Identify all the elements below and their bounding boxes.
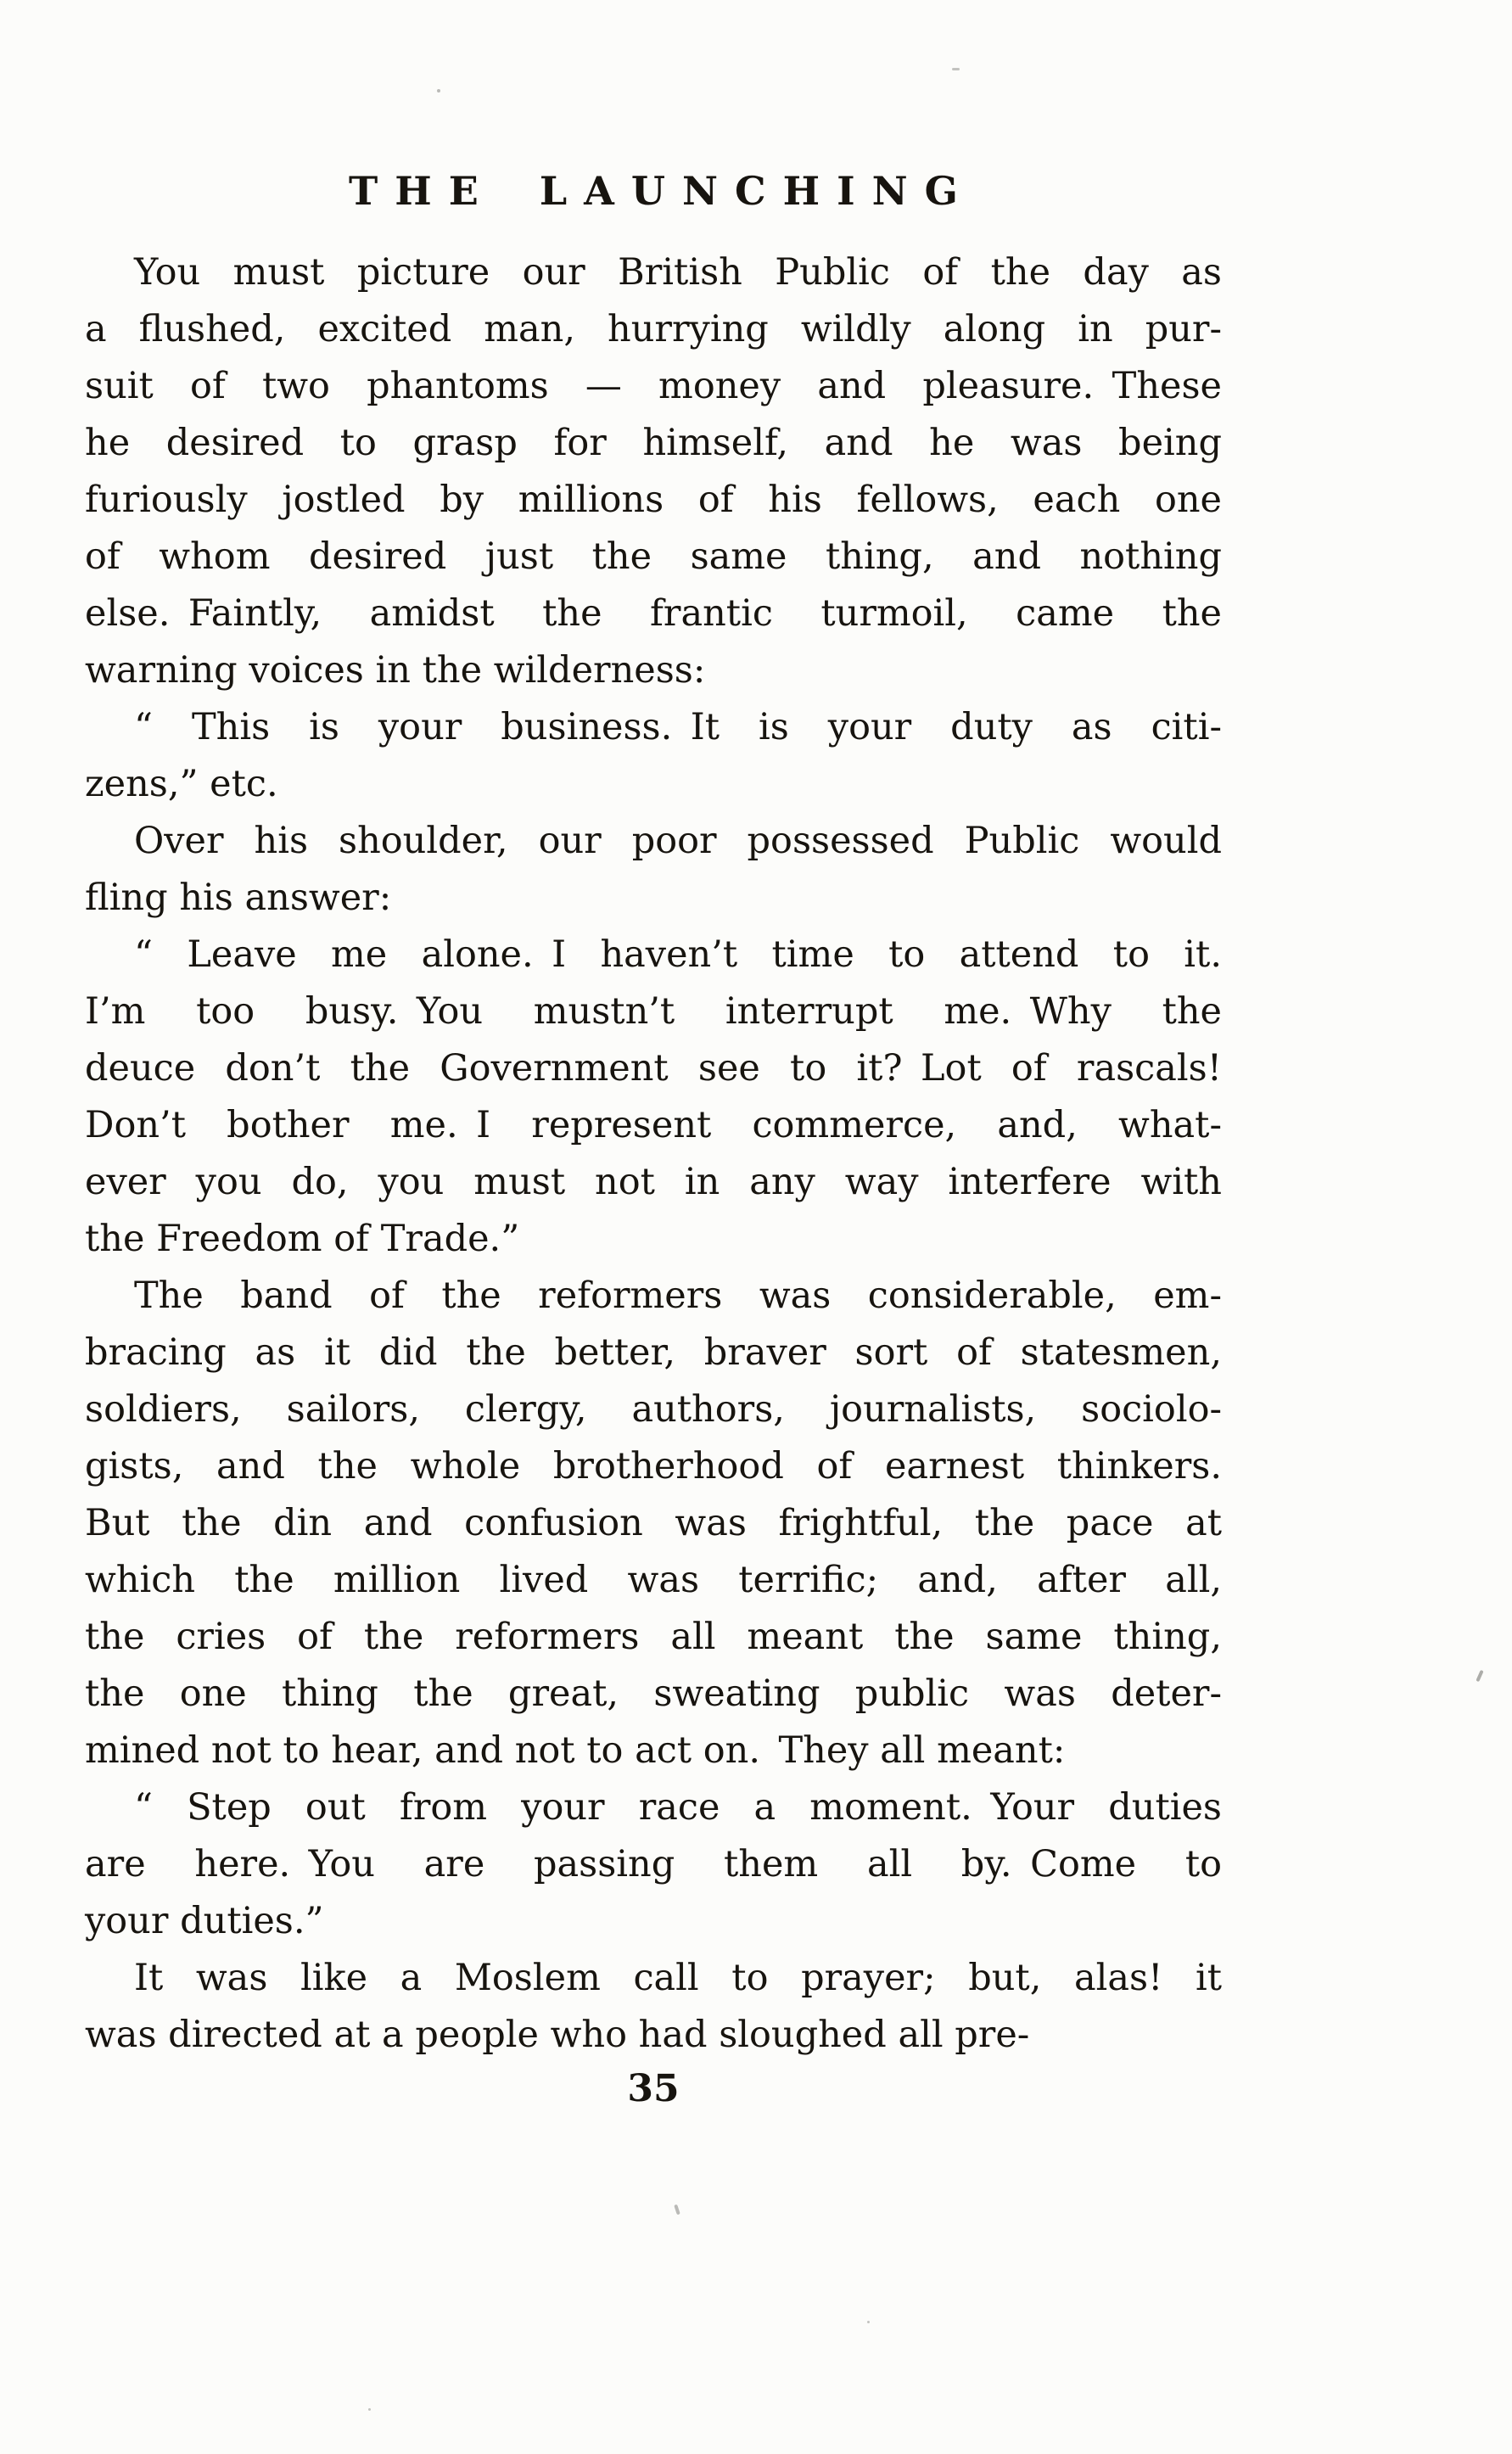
text-line: deuce don’t the Government see to it? Lot of rascals! xyxy=(85,1047,1222,1090)
text-line: fling his answer: xyxy=(85,877,392,919)
text-line: You must picture our British Public of the day as xyxy=(134,251,1222,294)
paragraph xyxy=(85,1268,1222,1779)
paragraph xyxy=(85,927,1222,1268)
text-line: The band of the reformers was considerable, em- xyxy=(134,1275,1222,1317)
text-line: of whom desired just the same thing, and nothing xyxy=(85,535,1222,578)
scan-speck xyxy=(674,2205,680,2216)
text-line: are here. You are passing them all by. Come to xyxy=(85,1843,1222,1885)
text-line: bracing as it did the better, braver sort of statesmen, xyxy=(85,1331,1222,1374)
text-line: “ This is your business. It is your duty as citi- xyxy=(134,706,1222,748)
text-line: the one thing the great, sweating public was deter- xyxy=(85,1672,1222,1715)
text-line: Over his shoulder, our poor possessed Public would xyxy=(134,820,1222,862)
paragraph xyxy=(85,1779,1222,1950)
text-line: But the din and confusion was frightful, the pace at xyxy=(85,1502,1222,1544)
page-body xyxy=(85,244,1222,2064)
scan-speck xyxy=(867,2321,870,2323)
scan-speck xyxy=(1476,1670,1483,1682)
paragraph xyxy=(85,699,1222,813)
text-line: It was like a Moslem call to prayer; but, alas! it xyxy=(134,1957,1222,1999)
page-number: 35 xyxy=(627,2067,680,2110)
text-line: soldiers, sailors, clergy, authors, journalists, sociolo- xyxy=(85,1388,1222,1431)
text-line: was directed at a people who had sloughed all pre- xyxy=(85,2014,1030,2056)
scan-speck xyxy=(368,2408,371,2411)
text-line: the Freedom of Trade.” xyxy=(85,1218,520,1260)
scan-speck xyxy=(437,89,440,92)
text-line: “ Leave me alone. I haven’t time to attend to it. xyxy=(134,933,1222,976)
text-line: a flushed, excited man, hurrying wildly along in pur- xyxy=(85,308,1222,350)
text-line: furiously jostled by millions of his fellows, each one xyxy=(85,479,1222,521)
text-line: suit of two phantoms — money and pleasure. These xyxy=(85,365,1222,407)
text-line: warning voices in the wilderness: xyxy=(85,649,706,692)
paragraph xyxy=(85,244,1222,699)
text-line: zens,” etc. xyxy=(85,763,278,805)
paragraph xyxy=(85,1950,1222,2064)
text-line: ever you do, you must not in any way interfere with xyxy=(85,1161,1222,1203)
text-line: he desired to grasp for himself, and he was being xyxy=(85,422,1222,464)
text-line: gists, and the whole brotherhood of earnest thinkers. xyxy=(85,1445,1222,1488)
text-line: the cries of the reformers all meant the same thing, xyxy=(85,1616,1222,1658)
text-line: your duties.” xyxy=(85,1900,324,1942)
text-line: which the million lived was terrific; and, after all, xyxy=(85,1559,1222,1601)
text-line: Don’t bother me. I represent commerce, and, what- xyxy=(85,1104,1222,1146)
text-line: I’m too busy. You mustn’t interrupt me. Why the xyxy=(85,990,1222,1033)
page-title: THE LAUNCHING xyxy=(349,168,975,214)
text-line: else. Faintly, amidst the frantic turmoil, came the xyxy=(85,592,1222,635)
paragraph xyxy=(85,813,1222,927)
scan-speck xyxy=(952,68,960,70)
text-line: mined not to hear, and not to act on. They all meant: xyxy=(85,1729,1066,1772)
text-line: “ Step out from your race a moment. Your duties xyxy=(134,1786,1222,1829)
